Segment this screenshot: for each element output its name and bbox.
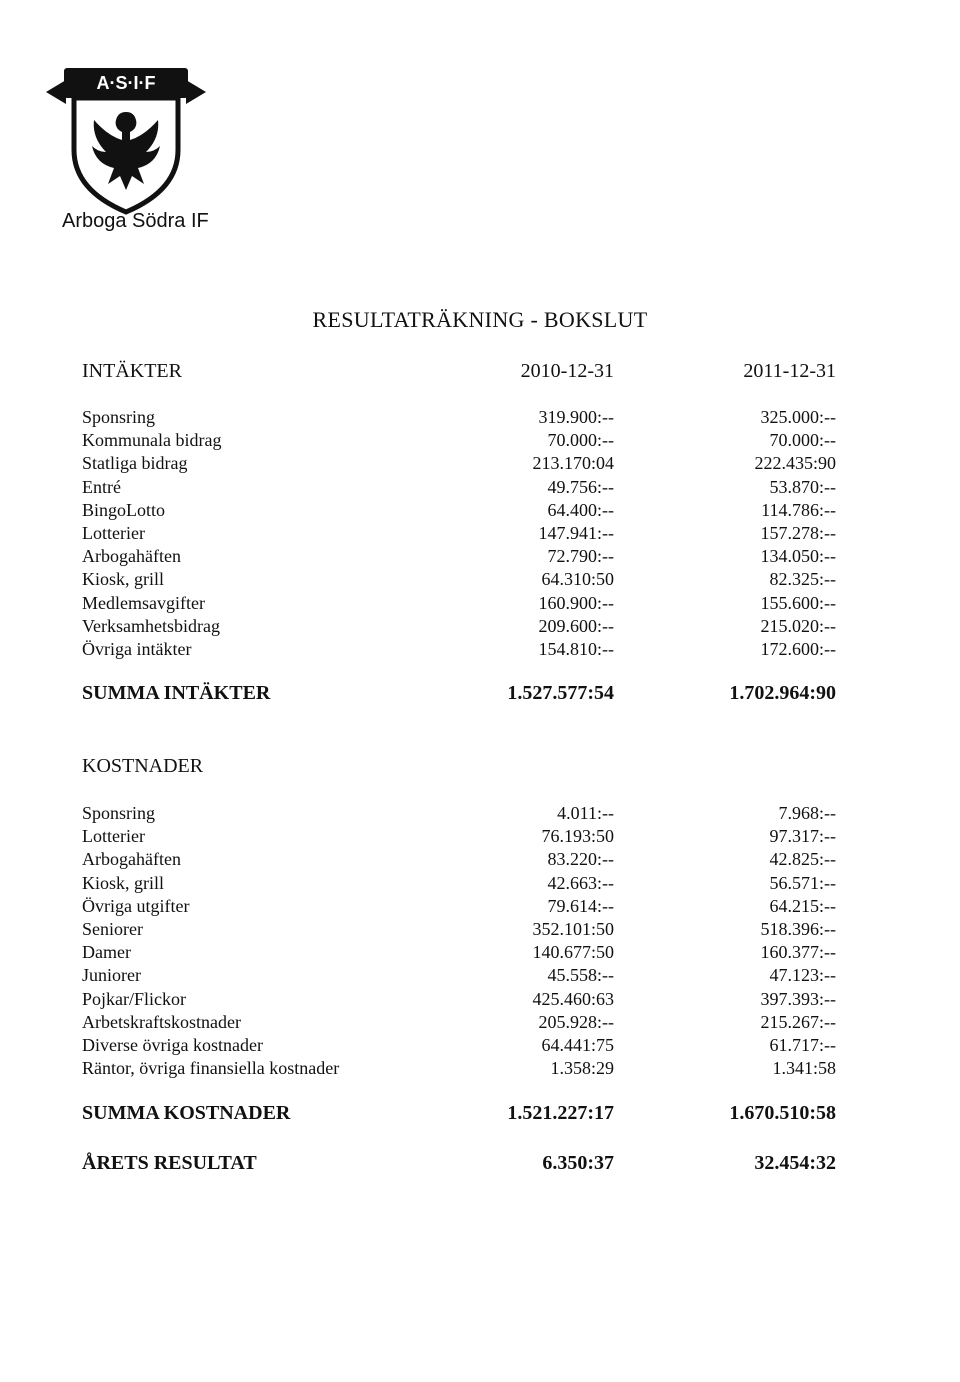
row-label: Diverse övriga kostnader — [82, 1035, 263, 1055]
club-logo — [36, 40, 216, 216]
value-2011: 56.571:-- — [769, 872, 836, 893]
table-row — [0, 940, 960, 964]
value-2010: 64.441:75 — [541, 1035, 614, 1055]
value-2011: 70.000:-- — [769, 430, 836, 451]
row-label: Lotterier — [82, 826, 145, 847]
value-2011: 215.267:-- — [760, 1011, 836, 1032]
row-label: Arbetskraftskostnader — [82, 1011, 241, 1032]
table-row — [0, 963, 960, 987]
table-row — [0, 521, 960, 545]
value-2011: 47.123:-- — [769, 965, 836, 986]
value-2011: 2011-12-31 — [743, 360, 836, 382]
table-row — [0, 451, 960, 475]
value-2010: 425.460:63 — [532, 988, 614, 1009]
row-label: Kiosk, grill — [82, 872, 165, 893]
row-label: Räntor, övriga finansiella kostnader — [82, 1058, 340, 1079]
row-label: Verksamhetsbidrag — [82, 615, 220, 636]
value-2011: 97.317:-- — [769, 826, 836, 847]
value-2010: 64.400:-- — [547, 499, 614, 520]
value-2011: 172.600:-- — [760, 639, 836, 659]
value-2010: 49.756:-- — [547, 476, 614, 497]
value-2011: 1.341:58 — [772, 1058, 836, 1079]
table-row — [0, 591, 960, 615]
value-2010: 140.677:50 — [532, 942, 614, 963]
income-header-row — [0, 359, 960, 383]
table-row — [0, 871, 960, 895]
value-2011: 114.786:-- — [761, 499, 836, 520]
value-2011: 61.717:-- — [769, 1035, 836, 1055]
value-2011: 155.600:-- — [760, 592, 836, 613]
value-2011: 32.454:32 — [754, 1152, 836, 1174]
value-2011: 397.393:-- — [760, 988, 836, 1009]
value-2010: 83.220:-- — [547, 849, 614, 870]
value-2010: 64.310:50 — [541, 569, 614, 590]
value-2010: 352.101:50 — [532, 919, 614, 939]
row-label: Kommunala bidrag — [82, 430, 222, 451]
value-2010: 70.000:-- — [547, 430, 614, 451]
table-row — [0, 801, 960, 825]
row-label: Lotterier — [82, 523, 145, 543]
value-2011: 134.050:-- — [760, 546, 836, 567]
value-2011: 1.702.964:90 — [729, 682, 836, 704]
table-row — [0, 1056, 960, 1080]
table-row — [0, 498, 960, 522]
row-label: Statliga bidrag — [82, 453, 188, 474]
row-label: SUMMA INTÄKTER — [82, 682, 271, 704]
row-label: INTÄKTER — [82, 360, 182, 382]
value-2011: 160.377:-- — [760, 942, 836, 963]
row-label: Arbogahäften — [82, 546, 181, 567]
value-2011: 518.396:-- — [760, 919, 836, 939]
table-row — [0, 567, 960, 591]
costs-total-row — [0, 1101, 960, 1125]
row-label: Kiosk, grill — [82, 569, 165, 590]
value-2010: 205.928:-- — [538, 1011, 614, 1032]
row-label: Juniorer — [82, 965, 141, 986]
table-row — [0, 428, 960, 452]
table-row — [0, 405, 960, 429]
value-2010: 1.521.227:17 — [507, 1102, 614, 1124]
value-2010: 76.193:50 — [541, 826, 614, 847]
row-label: Sponsring — [82, 803, 156, 823]
row-label: SUMMA KOSTNADER — [82, 1102, 291, 1124]
row-label: Övriga utgifter — [82, 895, 190, 916]
row-label: Arbogahäften — [82, 849, 181, 870]
value-2010: 4.011:-- — [557, 803, 614, 823]
value-2011: 53.870:-- — [769, 476, 836, 497]
row-label: BingoLotto — [82, 499, 166, 520]
row-label: Seniorer — [82, 919, 143, 939]
table-row — [0, 475, 960, 499]
value-2011: 222.435:90 — [754, 453, 836, 474]
row-label: Entré — [82, 476, 121, 497]
table-row — [0, 614, 960, 638]
table-row — [0, 637, 960, 661]
row-label: Sponsring — [82, 407, 156, 427]
value-2010: 2010-12-31 — [520, 360, 614, 382]
page-title: RESULTATRÄKNING - BOKSLUT — [312, 307, 648, 332]
value-2011: 1.670.510:58 — [729, 1102, 836, 1124]
value-2010: 72.790:-- — [547, 546, 614, 567]
table-row — [0, 847, 960, 871]
table-row — [0, 824, 960, 848]
row-label: Pojkar/Flickor — [82, 988, 186, 1009]
value-2010: 42.663:-- — [547, 872, 614, 893]
table-row — [0, 1010, 960, 1034]
row-label: Damer — [82, 942, 131, 963]
value-2010: 79.614:-- — [547, 895, 614, 916]
value-2011: 157.278:-- — [760, 523, 836, 543]
row-label: Övriga intäkter — [82, 639, 192, 659]
value-2011: 82.325:-- — [769, 569, 836, 590]
value-2010: 213.170:04 — [532, 453, 614, 474]
club-name: Arboga Södra IF — [62, 210, 209, 232]
value-2010: 160.900:-- — [538, 592, 614, 613]
value-2011: 325.000:-- — [760, 407, 836, 427]
table-row — [0, 917, 960, 941]
costs-header-row — [0, 754, 960, 778]
table-row — [0, 987, 960, 1011]
value-2010: 319.900:-- — [538, 407, 614, 427]
value-2011: 64.215:-- — [769, 895, 836, 916]
result-row — [0, 1151, 960, 1175]
row-label: ÅRETS RESULTAT — [82, 1152, 257, 1174]
logo-text: A·S·I·F — [96, 73, 156, 93]
value-2011: 215.020:-- — [760, 615, 836, 636]
row-label: Medlemsavgifter — [82, 592, 205, 613]
table-row — [0, 894, 960, 918]
value-2010: 147.941:-- — [538, 523, 614, 543]
value-2010: 45.558:-- — [547, 965, 614, 986]
income-total-row — [0, 681, 960, 705]
value-2010: 1.527.577:54 — [507, 682, 614, 704]
value-2011: 7.968:-- — [778, 803, 836, 823]
table-row — [0, 1033, 960, 1057]
value-2011: 42.825:-- — [769, 849, 836, 870]
value-2010: 1.358:29 — [550, 1058, 614, 1079]
row-label: KOSTNADER — [82, 755, 204, 777]
table-row — [0, 544, 960, 568]
value-2010: 209.600:-- — [538, 615, 614, 636]
value-2010: 6.350:37 — [542, 1152, 614, 1174]
value-2010: 154.810:-- — [538, 639, 614, 659]
